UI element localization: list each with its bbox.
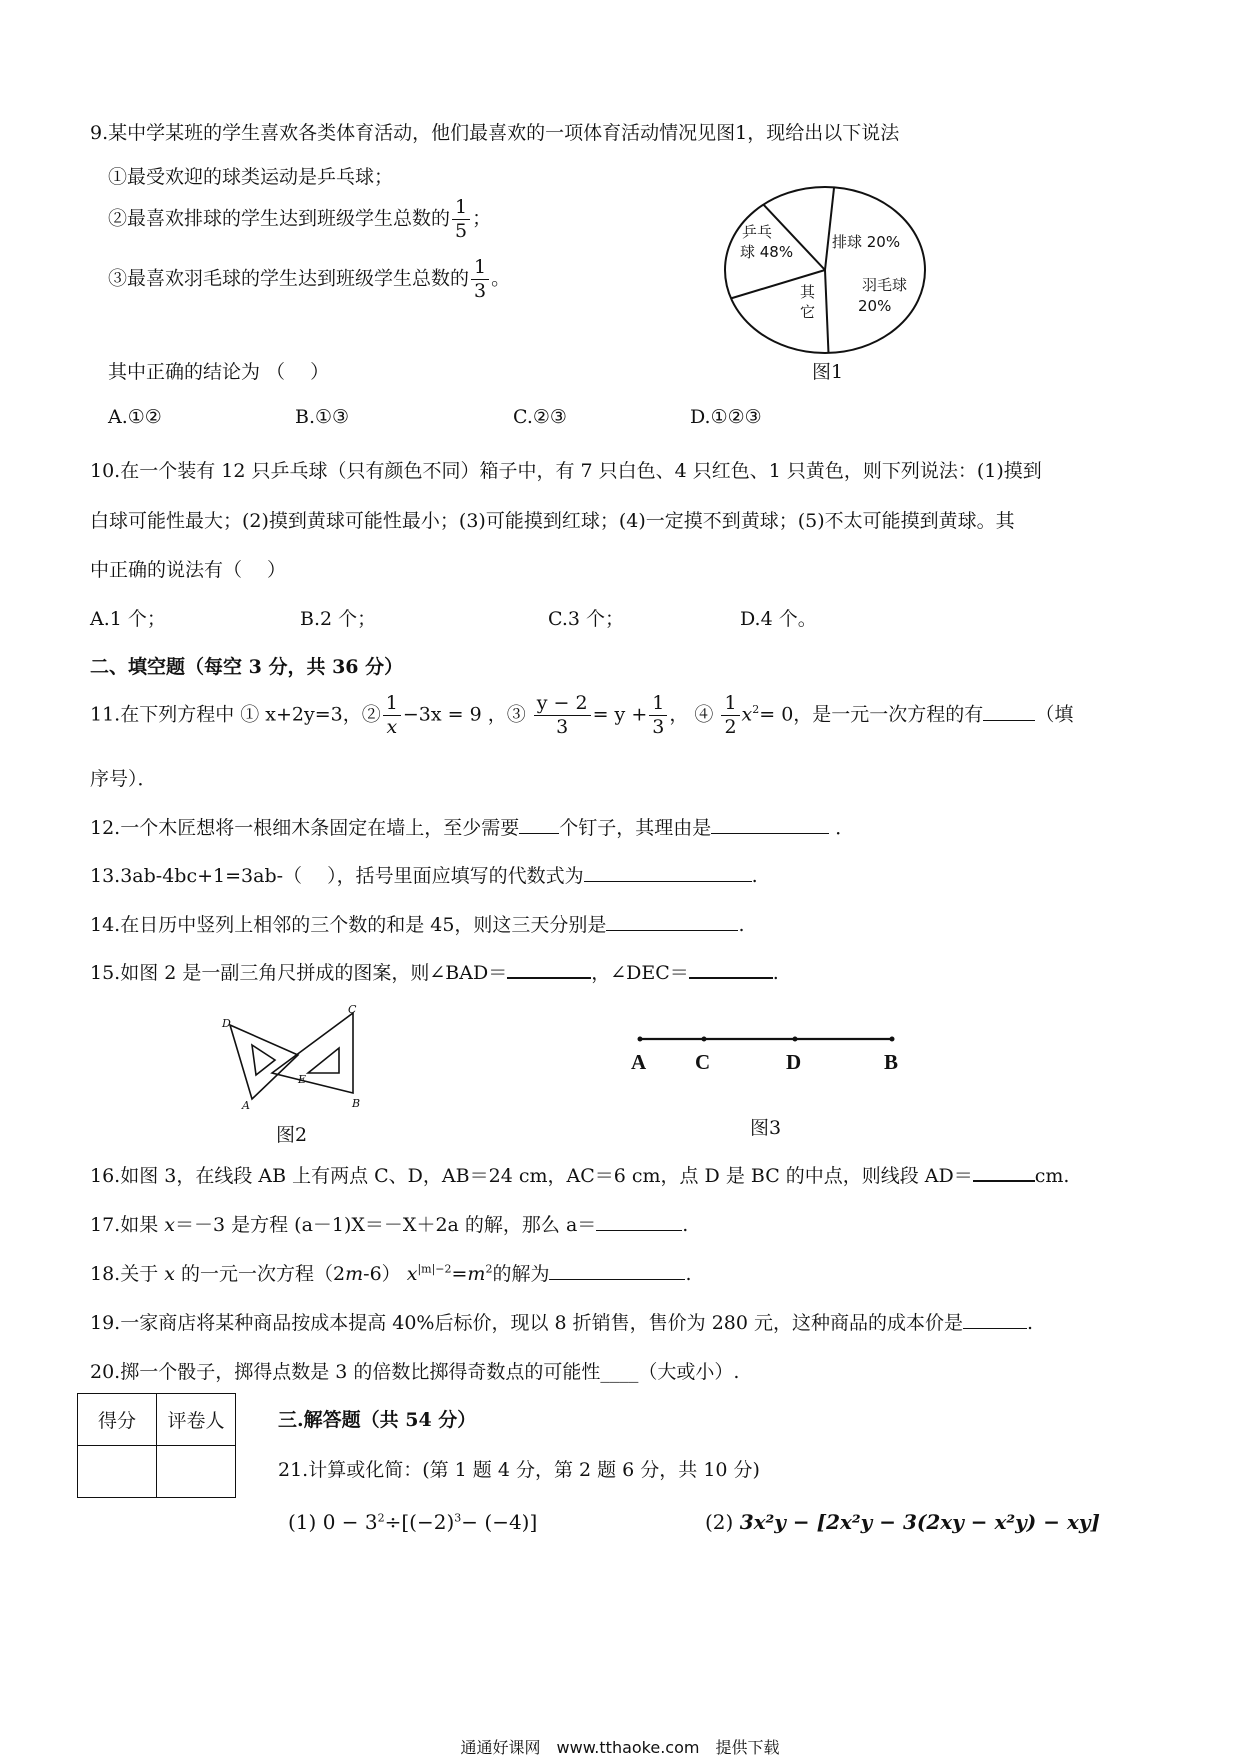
- q18-mid2: -6）: [363, 1263, 401, 1285]
- triangle-ruler-right: [272, 1013, 353, 1093]
- q15-blank-2[interactable]: [689, 959, 773, 979]
- q13-blank[interactable]: [584, 863, 752, 882]
- fig2-label-e: E: [298, 1073, 307, 1086]
- fraction-1-3-b: $\frac{1}{3}$: [649, 694, 667, 737]
- q11-mid1: −3x = 9 ，③: [402, 703, 526, 726]
- q14-blank[interactable]: [606, 912, 738, 931]
- q18-var-m: m: [345, 1263, 364, 1285]
- q21-p1-exponent: 2: [377, 1511, 385, 1525]
- q9-option-b: B.①③: [295, 406, 350, 428]
- q19: [90, 1308, 1033, 1335]
- q12-post: ．: [835, 817, 855, 839]
- figure-3-caption: 图3: [750, 1117, 782, 1139]
- q10-line-1: 10.在一个装有 12 只乒乓球（只有颜色不同）箱子中，有 7 只白色、4 只红色、1 只黄色，则下列说法：(1)摸到: [90, 460, 1042, 482]
- q14-pre: 14.在日历中竖列上相邻的三个数的和是 45，则这三天分别是: [90, 914, 607, 936]
- q9-s3-text: ③最喜欢羽毛球的学生达到班级学生总数的: [108, 267, 470, 290]
- q12: [90, 813, 854, 840]
- q18-mid3: =: [451, 1263, 468, 1285]
- q11-line-1: [90, 694, 1073, 737]
- q18-exponent-2: 2: [485, 1262, 493, 1276]
- q17-post: .: [682, 1214, 689, 1236]
- figure-2-caption: 图2: [276, 1124, 308, 1146]
- q13-post: .: [751, 865, 758, 887]
- q18-var-m2: m: [467, 1263, 486, 1285]
- grader-header: 评卷人: [157, 1394, 236, 1446]
- q11-var-x: x: [741, 703, 753, 726]
- q19-pre: 19.一家商店将某种商品按成本提高 40%后标价，现以 8 折销售，售价为 280 元，这种商品的成本价是: [90, 1312, 964, 1334]
- q21-stem: 21.计算或化简：(第 1 题 4 分，第 2 题 6 分，共 10 分): [278, 1459, 760, 1481]
- pie-chart: [720, 185, 930, 360]
- triangle-ruler-left-hole: [252, 1045, 275, 1075]
- q9-ask: 其中正确的结论为 （ ）: [108, 361, 330, 383]
- figure-2-triangle-rulers: [220, 1005, 390, 1113]
- score-cell[interactable]: [78, 1446, 157, 1498]
- q9-option-c: C.②③: [513, 406, 567, 428]
- q9-s2-post: ；: [472, 207, 492, 230]
- q13-pre: 13.3ab-4bc+1=3ab-（ ），括号里面应填写的代数式为: [90, 865, 584, 887]
- q16-pre: 16.如图 3，在线段 AB 上有两点 C、D，AB＝24 cm，AC＝6 cm，点 D 是 BC 的中点，则线段 AD＝: [90, 1165, 973, 1187]
- grader-cell[interactable]: [157, 1446, 236, 1498]
- q18-mid: 的一元一次方程（2: [181, 1263, 346, 1285]
- q12-mid: 个钉子，其理由是: [559, 817, 712, 839]
- pie-slice-label: 羽毛球: [862, 276, 908, 294]
- section-3-heading: 三.解答题（共 54 分）: [278, 1409, 477, 1431]
- q21-p1-end: − (−4)]: [461, 1510, 538, 1534]
- pie-slice-label: 20%: [858, 297, 892, 315]
- q19-post: .: [1027, 1312, 1034, 1334]
- q11-mid3: ， ④: [669, 703, 714, 726]
- q9-option-a: A.①②: [108, 406, 162, 428]
- pie-slice-label: 排球 20%: [832, 233, 901, 251]
- q10-line-3: 中正确的说法有（ ）: [90, 559, 287, 581]
- fig2-label-a: A: [242, 1099, 250, 1112]
- fig3-label-c: C: [695, 1050, 711, 1074]
- q10-option-d: D.4 个。: [740, 608, 817, 630]
- q9-s3-post: 。: [491, 267, 511, 290]
- page-footer: 通通好课网 www.tthaoke.com 提供下载: [460, 1738, 780, 1757]
- q10-option-c: C.3 个；: [548, 608, 625, 630]
- q9-statement-3: [108, 258, 510, 301]
- q18-var-x: x: [164, 1263, 175, 1285]
- q16-post: cm.: [1034, 1165, 1070, 1187]
- fig2-label-b: B: [352, 1097, 361, 1110]
- pie-slice-label: 乒乓: [742, 223, 773, 241]
- q11-exponent: 2: [752, 703, 760, 717]
- q11-mid2: = y +: [592, 703, 648, 726]
- q9-option-d: D.①②③: [690, 406, 762, 428]
- q12-blank-1[interactable]: [519, 815, 559, 834]
- fraction-1-3: $\frac{1}{3}$: [471, 258, 489, 301]
- q9-stem: 9.某中学某班的学生喜欢各类体育活动，他们最喜欢的一项体育活动情况见图1，现给出以下说法: [90, 122, 900, 144]
- q15-pre: 15.如图 2 是一副三角尺拼成的图案，则∠BAD＝: [90, 962, 508, 984]
- fig3-label-b: B: [884, 1050, 899, 1074]
- q21-p1-exponent-2: 3: [454, 1511, 462, 1525]
- q21-p1-expr: 0 − 3: [322, 1510, 378, 1534]
- q13: [90, 861, 758, 888]
- q10-option-b: B.2 个；: [300, 608, 377, 630]
- q20: 20.掷一个骰子，掷得点数是 3 的倍数比掷得奇数点的可能性____（大或小）.: [90, 1361, 740, 1383]
- q21-p1-rest: ÷[(−2): [384, 1510, 455, 1534]
- pie-slice-boundary: [825, 187, 834, 270]
- q10-line-2: 白球可能性最大；(2)摸到黄球可能性最小；(3)可能摸到红球；(4)一定摸不到黄球；(5)不太可能摸到黄球。其: [90, 510, 1015, 532]
- fraction-1-x: $\frac{1}{x}$: [383, 694, 401, 737]
- q15-post: .: [772, 962, 779, 984]
- q21-part-1: [288, 1510, 537, 1534]
- q9-statement-1: ①最受欢迎的球类运动是乒乓球；: [108, 166, 394, 188]
- q11-line-2: 序号）．: [90, 768, 157, 790]
- q17-var-x: x: [164, 1214, 175, 1236]
- q18-pre: 18.关于: [90, 1263, 159, 1285]
- q15-mid: ，∠DEC＝: [591, 962, 689, 984]
- pie-slice-boundary: [825, 270, 828, 353]
- pie-slice-label: 它: [800, 303, 816, 321]
- fraction-y-2-3: $\frac{y - 2}{3}$: [534, 694, 591, 737]
- fig2-label-d: D: [222, 1017, 231, 1030]
- q17-blank[interactable]: [596, 1212, 682, 1231]
- q19-blank[interactable]: [963, 1310, 1027, 1329]
- q18: [90, 1259, 692, 1286]
- q16: [90, 1161, 1069, 1188]
- q17-mid: ＝－3 是方程 (a－1)X＝－X＋2a 的解，那么 a＝: [174, 1214, 597, 1236]
- pie-slice-label: 球 48%: [740, 243, 794, 261]
- q16-blank[interactable]: [973, 1162, 1035, 1182]
- q9-statement-2: [108, 198, 491, 241]
- q10-option-a: A.1 个；: [90, 608, 166, 630]
- q17-pre: 17.如果: [90, 1214, 159, 1236]
- q11-pre: 11.在下列方程中 ① x+2y=3，②: [90, 703, 381, 726]
- q21-p2-expr: 3x²y − [2x²y − 3(2xy − x²y) − xy]: [739, 1510, 1100, 1534]
- figure-3-line-segment: [620, 1025, 900, 1075]
- fraction-1-5: $\frac{1}{5}$: [452, 198, 470, 241]
- triangle-ruler-right-hole: [308, 1048, 339, 1073]
- q12-pre: 12.一个木匠想将一根细木条固定在墙上，至少需要: [90, 817, 520, 839]
- fig3-label-d: D: [786, 1050, 802, 1074]
- q21-p2-label: (2): [705, 1510, 734, 1534]
- q18-blank[interactable]: [549, 1261, 685, 1280]
- q9-s2-text: ②最喜欢排球的学生达到班级学生总数的: [108, 207, 451, 230]
- q14: [90, 910, 744, 937]
- q11-mid5: = 0，是一元一次方程的有: [759, 703, 984, 726]
- q21-part-2: [705, 1510, 1100, 1534]
- fraction-1-2: $\frac{1}{2}$: [721, 694, 739, 737]
- q11-answer-blank[interactable]: [983, 702, 1035, 721]
- pie-slice-label: 其: [800, 283, 816, 301]
- section-2-heading: 二、填空题（每空 3 分，共 36 分）: [90, 656, 404, 678]
- q15: [90, 958, 779, 985]
- q18-post: 的解为: [492, 1263, 550, 1285]
- q15-blank-1[interactable]: [507, 959, 591, 979]
- score-header: 得分: [78, 1394, 157, 1446]
- q18-exponent: |m|−2: [417, 1262, 452, 1276]
- q14-post: .: [738, 914, 745, 936]
- fig2-label-c: C: [348, 1005, 357, 1016]
- q18-end: .: [685, 1263, 692, 1285]
- q21-p1-label: (1): [288, 1510, 317, 1534]
- figure-1-caption: 图1: [812, 361, 844, 383]
- fig3-label-a: A: [631, 1050, 647, 1074]
- score-table: [77, 1393, 236, 1498]
- q12-blank-2[interactable]: [711, 815, 829, 834]
- q18-var-x2: x: [406, 1263, 418, 1285]
- q17: [90, 1210, 688, 1237]
- q11-post: （填: [1035, 703, 1074, 726]
